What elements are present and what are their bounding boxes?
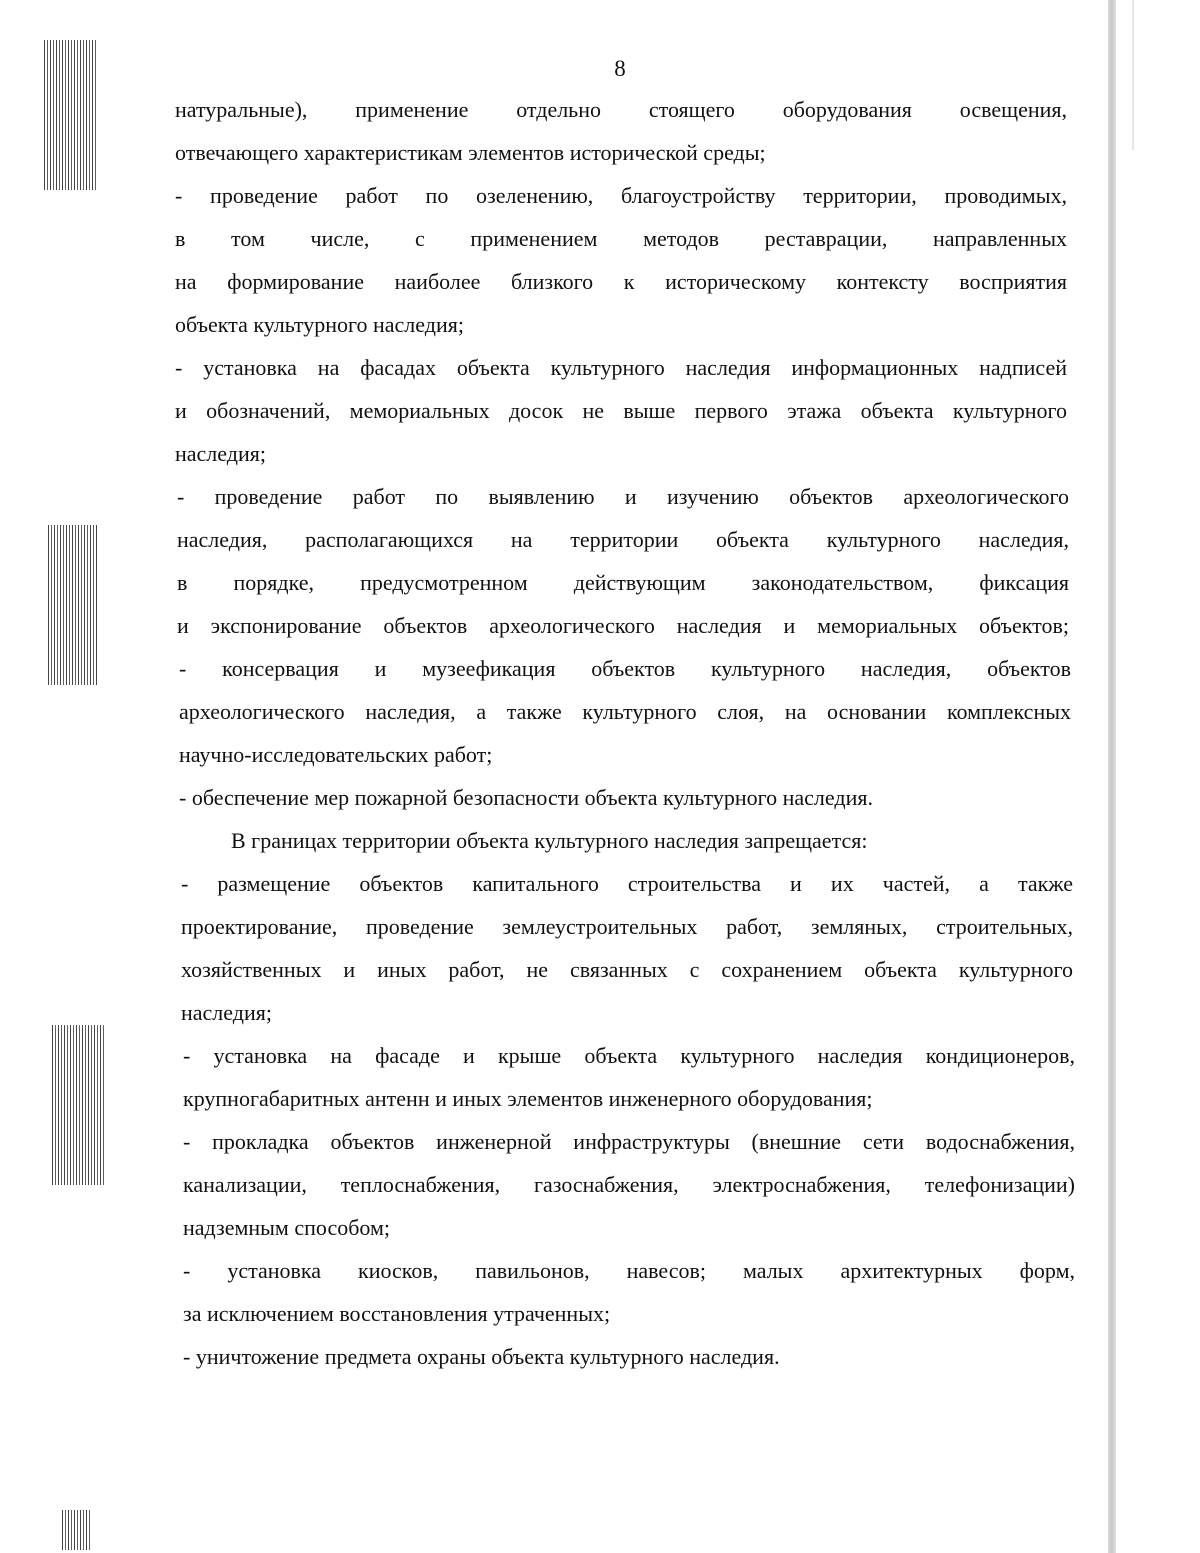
text-line: проектирование, проведение землеустроительных работ, земляных, строительных, [181, 914, 1073, 939]
text-line: и обозначений, мемориальных досок не выше первого этажа объекта культурного [175, 398, 1067, 423]
text-line: - установка на фасаде и крыше объекта культурного наследия кондиционеров, [183, 1043, 1075, 1068]
text-line: на формирование наиболее близкого к историческому контексту восприятия [175, 269, 1067, 294]
text-line: и экспонирование объектов археологического наследия и мемориальных объектов; [177, 613, 1069, 638]
scan-artifact-lower [52, 1025, 106, 1185]
text-line: наследия, располагающихся на территории объекта культурного наследия, [177, 527, 1069, 552]
text-line: канализации, теплоснабжения, газоснабжения, электроснабжения, телефонизации) [183, 1172, 1075, 1197]
text-line: - размещение объектов капитального строительства и их частей, а также [181, 871, 1073, 896]
text-line: объекта культурного наследия; [175, 312, 464, 337]
text-line: отвечающего характеристикам элементов исторической среды; [175, 140, 766, 165]
scan-artifact-bottom [62, 1510, 92, 1550]
text-line: научно-исследовательских работ; [179, 742, 493, 767]
text-line: надземным способом; [183, 1215, 391, 1240]
text-line: наследия; [175, 441, 266, 466]
page-number: 8 [614, 56, 626, 81]
text-line: - уничтожение предмета охраны объекта культурного наследия. [183, 1344, 780, 1369]
text-line: - консервация и музеефикация объектов культурного наследия, объектов [179, 656, 1071, 681]
text-line: - прокладка объектов инженерной инфраструктуры (внешние сети водоснабжения, [183, 1129, 1075, 1154]
text-line: наследия; [181, 1000, 272, 1025]
text-line: - проведение работ по выявлению и изучению объектов археологического [177, 484, 1069, 509]
text-line: археологического наследия, а также культурного слоя, на основании комплексных [179, 699, 1071, 724]
text-line: - обеспечение мер пожарной безопасности объекта культурного наследия. [179, 785, 873, 810]
text-line: крупногабаритных антенн и иных элементов инженерного оборудования; [183, 1086, 873, 1111]
text-line: в том числе, с применением методов реставрации, направленных [175, 226, 1067, 251]
text-line: - установка на фасадах объекта культурного наследия информационных надписей [175, 355, 1067, 380]
scan-right-edge [1108, 0, 1116, 1553]
text-line: в порядке, предусмотренном действующим законодательством, фиксация [177, 570, 1069, 595]
text-line: - проведение работ по озеленению, благоустройству территории, проводимых, [175, 183, 1067, 208]
text-line: - установка киосков, павильонов, навесов; малых архитектурных форм, [183, 1258, 1075, 1283]
text-line: натуральные), применение отдельно стоящего оборудования освещения, [175, 97, 1067, 122]
text-line: хозяйственных и иных работ, не связанных с сохранением объекта культурного [181, 957, 1073, 982]
text-line: В границах территории объекта культурного наследия запрещается: [231, 828, 868, 853]
scan-artifact-middle [48, 525, 98, 685]
text-line: за исключением восстановления утраченных; [183, 1301, 611, 1326]
